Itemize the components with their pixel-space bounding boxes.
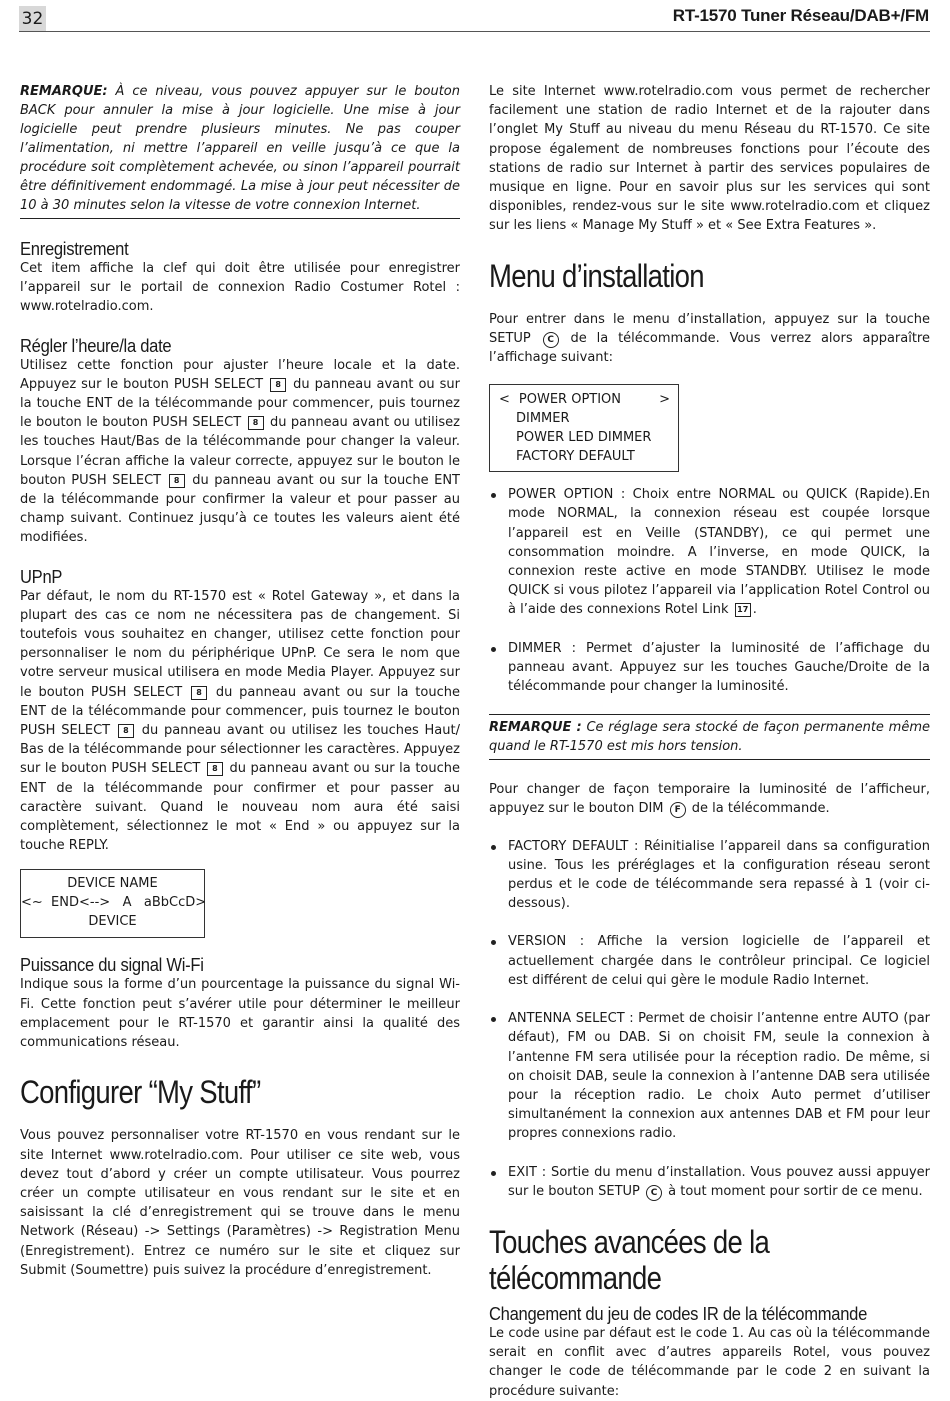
setup-menu-display [489,384,679,472]
text-run: à tout moment pour sortir de ce menu. [664,1183,923,1199]
text-run: Pour changer de façon temporaire la luminosité de l’afficheur, appuyez sur le bouton DIM [489,782,930,817]
menu-item: POWER LED DIMMER [516,430,652,446]
heading-upnp: UPnP [20,566,63,587]
key-f-icon: F [670,802,686,818]
key-8-icon: 8 [270,378,286,392]
bullet-factory-default [489,837,930,914]
text-run: du panneau avant ou sur la touche ENT de la télécommande pour confirmer et pour passer au caractère suivant. Quand le nouveau nom aura été saisi complètement, sélectionnez le mot « End » ou appuyez sur la touche REPLY. [20,761,461,854]
bullet-text [508,1163,930,1201]
display-line: DEVICE [88,914,137,930]
bullet-version [489,932,930,990]
paragraph-my-stuff: Vous pouvez personnaliser votre RT-1570 en vous rendant sur le site Internet www.rotelradio.com. Pour utiliser ce site web, vous devez tout d’abord y créer un compte utilisateur. Vous pourrez créer un compte utilisateur en vous rendant sur le site et en saisissant la clé d’enregistrement qui se trouve dans le menu Network (Réseau) -> Settings (Paramètres) -> Registration Menu (Enregistrement). Entrez ce numéro sur le site et cliquez sur Submit (Soumettre) puis suivez la procédure d’enregistrement. [20,1128,460,1278]
paragraph-setup [489,310,930,368]
heading-menu-installation: Menu d’installation [489,257,704,294]
bullet-power-option [489,485,930,619]
page-header-title: RT-1570 Tuner Réseau/DAB+/FM [672,6,929,25]
display-line: DEVICE NAME [67,876,158,892]
bullet-text: FACTORY DEFAULT : Réinitialise l’appareil dans sa configuration usine. Tous les préréglages et la configuration réseau seront perdus et le code de télécommande sera repassé à 1 (voir ci-dessous). [508,838,930,912]
text-run: du panneau avant ou sur la touche ENT de la télécommande pour confirmer la valeur et pour passer au champ suivant. Continuez jusqu’à ce toutes les valeurs aient été modifiées. [20,472,460,546]
note-text [489,718,930,756]
paragraph-upnp [20,587,460,856]
text-run: POWER OPTION : Choix entre NORMAL ou QUICK (Rapide).En mode NORMAL, la connexion réseau est coupée lorsque l’appareil est en Veille (STANDBY), ce qui permet une consommation moindre. A l’inverse, en mode QUICK, la connexion reste active en mode STANDBY. Utilisez le mode QUICK si vous pilotez l’appareil via l’application Rotel Control ou à l’aide des connexions Rotel Link [508,487,930,618]
bullet-text: VERSION : Affiche la version logicielle de l’appareil et actuellement chargée dans le contrôleur principal. Ce logiciel est différent de celui qui gère le module Radio Internet. [508,934,930,988]
bullet-text: ANTENNA SELECT : Permet de choisir l’antenne entre AUTO (par défaut), FM ou DAB. Si on choisit FM, seule la connexion à l’antenne FM sera utilisée pour la réception radio. De même, si on choisit DAB, seule la connexion à l’antenne DAB sera utilisée pour la réception radio. Le choix Auto permet d’utiliser simultanément la connexion aux antennes DAB et FM pour leur propres connexions radio. [508,1011,930,1142]
note-label: REMARQUE: [20,84,108,99]
text-run: de la télécommande. Vous verrez alors apparaître l’affichage suivant: [489,330,930,366]
heading-enregistrement: Enregistrement [20,239,129,259]
paragraph-heure-date [20,356,460,548]
key-8-icon: 8 [207,762,223,776]
setup-bullets-2 [489,837,930,1201]
key-8-icon: 8 [191,686,207,700]
text-run: Par défaut, le nom du RT-1570 est « Rotel Gateway », et dans la plupart des cas ce nom ne nécessitera pas de changement. Si toutefois vous souhaitez en changer, utilisez cette fonction pour personnaliser le nom du périphérique UPnP. Ce sera le nom que votre serveur musical utilisera en mode Media Player. Appuyez sur le bouton PUSH SELECT [20,588,460,700]
heading-heure-date: Régler l’heure/la date [20,335,172,356]
heading-remote-advanced: Touches avancées de la télécommande [489,1223,770,1296]
key-17-icon: 17 [735,603,751,617]
text-run: Utilisez cette fonction pour ajuster l’heure locale et la date. Appuyez sur le bouton PUSH SELECT [20,357,460,392]
page-number: 32 [19,6,46,32]
text-run: EXIT : Sortie du menu d’installation. Vous pouvez aussi appuyer sur le bouton SETUP [508,1164,930,1199]
heading-my-stuff: Configurer “My Stuff” [20,1074,261,1111]
note-label: REMARQUE : [489,720,582,736]
paragraph-wifi: Indique sous la forme d’un pourcentage la puissance du signal Wi-Fi. Cette fonction peut s’avérer utile pour déterminer le meilleur emplacement pour le RT-1570 et garantir ainsi la qualité des communications réseau. [20,977,460,1051]
key-c-icon: C [646,1185,662,1201]
text-run: du panneau avant ou utilisez les touches Haut/Bas de la télécommande pour changer la valeur. Lorsque l’écran affiche la valeur correcte, appuyez sur le bouton le bouton PUSH SELECT [20,415,460,488]
key-c-icon: C [543,332,559,348]
left-column [20,82,460,1280]
bullet-text [508,485,930,619]
menu-item: FACTORY DEFAULT [516,449,635,465]
paragraph-dim [489,780,930,818]
right-column [489,82,930,1401]
bullet-antenna-select [489,1009,930,1143]
key-8-icon: 8 [248,416,264,430]
heading-wifi: Puissance du signal Wi-Fi [20,955,204,976]
setup-bullets [489,485,930,696]
text-run: du panneau avant ou sur la touche ENT de la télécommande pour commencer, puis tournez le bouton le bouton PUSH SELECT [20,376,460,431]
display-line: <~ END<--> A aBbCcD> [21,895,207,911]
left-arrow-icon: < [499,392,510,408]
note-software-update [20,82,460,219]
menu-item: DIMMER [516,411,570,427]
display-line [499,390,678,409]
note-text [20,82,460,215]
paragraph-enregistrement: Cet item affiche la clef qui doit être utilisée pour enregistrer l’appareil sur le portail de connexion Radio Costumer Rotel : www.rotelradio.com. [20,261,460,315]
bullet-exit [489,1163,930,1201]
note-body: Ce réglage sera stocké de façon permanente même quand le RT-1570 est mis hors tension. [489,720,930,755]
text-run: . [752,602,757,618]
bullet-dimmer [489,639,930,697]
key-8-icon: 8 [118,724,134,738]
bullet-text: DIMMER : Permet d’ajuster la luminosité de l’affichage du panneau avant. Appuyez sur les touches Gauche/Droite de la télécommande pour changer la luminosité. [508,640,930,695]
menu-item: POWER OPTION [518,392,622,408]
text-run: du panneau avant ou sur la touche ENT de la télécommande pour commencer, puis tournez le bouton PUSH SELECT [20,684,460,739]
paragraph-rotelradio: Le site Internet www.rotelradio.com vous permet de rechercher facilement une station de radio Internet et de la rajouter dans l’onglet My Stuff au niveau du menu Réseau du RT-1570. Ce site propose également de nombreuses fonctions pour l’écoute des stations de radio sur Internet à partir des services populaires de musique en ligne. Pour en savoir plus sur les services qui sont disponibles, rendez-vous sur le site www.rotelradio.com et cliquez sur les liens « Manage My Stuff » et « See Extra Features ». [489,84,930,234]
text-run: du panneau avant ou utilisez les touches Haut/ Bas de la télécommande pour sélectionner les caractères. Appuyez sur le bouton PUSH SELECT [20,723,460,777]
key-8-icon: 8 [169,474,185,488]
header-rule [19,31,930,32]
text-run: Pour entrer dans le menu d’installation, appuyez sur la touche SETUP [489,311,930,346]
note-body: À ce niveau, vous pouvez appuyer sur le bouton BACK pour annuler la mise à jour logicielle. Une mise à jour logicielle peut prendre plusieurs minutes. Ne pas couper l’alimentation, ni mettre l’appareil en veille jusqu’à ce que la procédure soit complètement achevée, ou sinon l’appareil pourrait être définitivement endommagé. La mise à jour peut nécessiter de 10 à 30 minutes selon la vitesse de votre connexion Internet. [20,84,460,213]
device-name-display [20,869,205,938]
note-dimmer [489,714,930,760]
heading-ir-code: Changement du jeu de codes IR de la télécommande [489,1303,868,1324]
paragraph-ir-code: Le code usine par défaut est le code 1. Au cas où la télécommande serait en conflit avec d’autres appareils Rotel, vous pouvez changer le code de télécommande par le code 2 en suivant la procédure suivante: [489,1325,930,1399]
text-run: de la télécommande. [687,801,830,817]
right-arrow-icon: > [659,392,670,408]
